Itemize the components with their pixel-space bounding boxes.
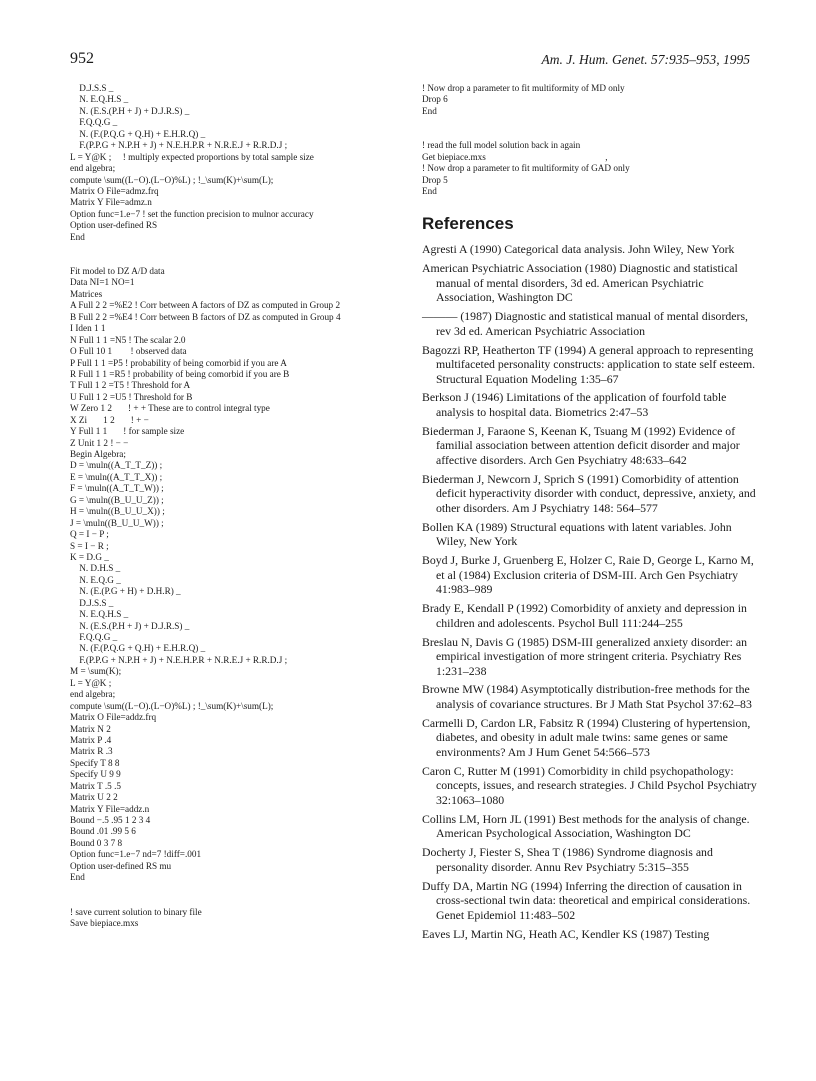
code-line: Matrix Y File=addz.n [70, 803, 150, 814]
code-line: D = \muln((A_T_T_Z)) ; [70, 460, 163, 471]
reference-entry: Collins LM, Horn JL (1991) Best methods for the analysis of change. American Psychological Association, Washington DC [422, 811, 750, 841]
code-line: F.Q.Q.G _ [70, 632, 118, 642]
code-line: F = \muln((A_T_T_W)) ; [70, 483, 164, 494]
code-line [70, 895, 410, 906]
code-line: End [70, 872, 85, 883]
code-line: N. D.H.S _ [70, 563, 121, 574]
code-line: U Full 1 2 =U5 ! Threshold for B [70, 391, 193, 402]
code-line: Option user-defined RS mu [70, 860, 172, 871]
code-line: Z Unit 1 2 ! − − [70, 437, 129, 448]
reference-entry: Boyd J, Burke J, Gruenberg E, Holzer C, Raie D, George L, Karno M, et al (1984) Exclusion criteria of DSM-III. Arch Gen Psychiatry 41:983–989 [422, 553, 754, 597]
reference-entry: Browne MW (1984) Asymptotically distribution-free methods for the analysis of covariance structures. Br J Math Stat Psychol 37:62–83 [422, 682, 752, 712]
code-line: R Full 1 1 =R5 ! probability of being comorbid if you are B [70, 368, 290, 379]
code-line: L = Y@K ; ! multiply expected proportions by total sample size [70, 151, 314, 162]
code-line: Option user-defined RS [70, 220, 158, 231]
code-line: Matrix P .4 [70, 734, 112, 745]
reference-entry: Eaves LJ, Martin NG, Heath AC, Kendler KS (1987) Testing [422, 926, 710, 941]
code-line: Matrix T .5 .5 [70, 780, 121, 791]
code-line: N Full 1 1 =N5 ! The scalar 2.0 [70, 334, 186, 345]
reference-entry: Docherty J, Fiester S, Shea T (1986) Syndrome diagnosis and personality disorder. Annu Rev Psychiatry 5:315–355 [422, 845, 713, 874]
mx-script-listing [70, 83, 410, 929]
code-line: F.(P.P.G + N.P.H + J) + N.E.H.P.R + N.R.E.J + R.R.D.J ; [70, 140, 288, 151]
journal-citation: Am. J. Hum. Genet. 57:935–953, 1995 [541, 52, 750, 67]
code-line [422, 129, 762, 140]
code-line: Bound −.5 .95 1 2 3 4 [70, 815, 151, 825]
reference-entry: Agresti A (1990) Categorical data analysis. John Wiley, New York [422, 242, 735, 257]
code-line [70, 884, 410, 895]
reference-entry: Biederman J, Faraone S, Keenan K, Tsuang M (1992) Evidence of familial association between attention deficit disorder and major affective disorders. Arch Gen Psychiatry 48:633–642 [422, 423, 740, 468]
right-column [422, 83, 762, 945]
code-line: F.Q.Q.G _ [70, 117, 118, 128]
code-line: Specify T 8 8 [70, 757, 120, 768]
code-line: N. E.Q.G _ [70, 574, 121, 585]
reference-entry: ——— (1987) Diagnostic and statistical manual of mental disorders, rev 3d ed. American Psychiatric Association [422, 309, 748, 338]
code-line: end algebra; [70, 689, 116, 700]
code-line: N. (E.(P.G + H) + D.H.R) _ [70, 586, 181, 597]
code-line: E = \muln((A_T_T_X)) ; [70, 471, 163, 482]
page-header [0, 50, 816, 74]
code-line: Matrix O File=admz.frq [70, 185, 159, 196]
code-line: P Full 1 1 =P5 ! probability of being comorbid if you are A [70, 357, 287, 368]
reference-entry: Carmelli D, Cardon LR, Fabsitz R (1994) Clustering of hypertension, diabetes, and obesity in adult male twins: same genes or same environments? Am J Hum Genet 54:566–573 [422, 715, 751, 760]
code-line: compute \sum((L−O).(L−O)%L) ; !_\sum(K)+\sum(L); [70, 174, 274, 185]
code-line: Q = I − P ; [70, 529, 109, 540]
reference-entry: Breslau N, Davis G (1985) DSM-III generalized anxiety disorder: an empirical investigation of more stringent criteria. Psychiatry Res 1:231–238 [422, 634, 747, 678]
code-line: O Full 10 1 ! observed data [70, 346, 187, 357]
code-line: Option func=1.e−7 ! set the function precision to mulnor accuracy [70, 208, 314, 219]
reference-entry: Bagozzi RP, Heatherton TF (1994) A general approach to representing multifaceted personality constructs: application to state self esteem. Structural Equation Modeling 1:35–67 [422, 342, 756, 386]
code-line: End [422, 185, 437, 196]
code-line: compute \sum((L−O).(L−O)%L) ; !_\sum(K)+\sum(L); [70, 700, 274, 711]
code-line: Y Full 1 1 ! for sample size [70, 426, 185, 437]
code-line: W Zero 1 2 ! + + These are to control integral type [70, 403, 270, 414]
mx-script-continuation [422, 83, 762, 197]
code-line: Specify U 9 9 [70, 769, 121, 780]
reference-entry: Brady E, Kendall P (1992) Comorbidity of anxiety and depression in children and adolescents. Psychol Bull 111:244–255 [422, 601, 747, 630]
code-line: End [70, 231, 85, 242]
code-line: Matrix U 2 2 [70, 792, 118, 803]
code-line: H = \muln((B_U_U_X)) ; [70, 506, 165, 517]
code-line: K = D.G _ [70, 551, 109, 562]
code-line: Bound .01 .99 5 6 [70, 826, 136, 837]
code-line: X Zi 1 2 ! + − [70, 414, 149, 425]
code-line: Bound 0 3 7 8 [70, 837, 123, 848]
reference-entry: Duffy DA, Martin NG (1994) Inferring the direction of causation in cross-sectional twin data: theoretical and empirical considerations. Genet Epidemiol 11:483–502 [422, 878, 751, 922]
code-line: I Iden 1 1 [70, 323, 106, 334]
code-line: Matrix Y File=admz.n [70, 197, 152, 208]
reference-entry: Caron C, Rutter M (1991) Comorbidity in child psychopathology: concepts, issues, and research strategies. J Child Psychol Psychiatry 32:1063–1080 [422, 763, 757, 807]
code-line [70, 255, 410, 266]
reference-entry: American Psychiatric Association (1980) Diagnostic and statistical manual of mental disorders, 3d ed. American Psychiatric Association, Washington DC [422, 261, 738, 305]
code-line: N. E.Q.H.S _ [70, 609, 129, 620]
code-line: M = \sum(K); [70, 666, 122, 677]
code-line: Matrix O File=addz.frq [70, 712, 157, 723]
code-line: N. (E.S.(P.H + J) + D.J.R.S) _ [70, 620, 190, 631]
code-line: J = \muln((B_U_U_W)) ; [70, 517, 164, 528]
reference-entry: Bollen KA (1989) Structural equations with latent variables. John Wiley, New York [422, 519, 732, 549]
code-line: D.J.S.S _ [70, 597, 114, 608]
references-heading: References [422, 214, 514, 234]
code-line: F.(P.P.G + N.P.H + J) + N.E.H.P.R + N.R.E.J + R.R.D.J ; [70, 654, 288, 665]
page-number: 952 [70, 50, 94, 67]
left-column [70, 83, 410, 929]
code-line: A Full 2 2 =%E2 ! Corr between A factors of DZ as computed in Group 2 [70, 300, 341, 311]
code-line: Get biepiace.mxs , [422, 151, 608, 162]
code-line: end algebra; [70, 163, 116, 174]
code-line: Matrix R .3 [70, 746, 113, 757]
code-line: Matrices [70, 288, 103, 299]
code-line: N. (F.(P.Q.G + Q.H) + E.H.R.Q) _ [70, 128, 206, 139]
code-line: ! Now drop a parameter to fit multiformity of GAD only [422, 163, 630, 174]
code-line: Drop 6 [422, 94, 448, 105]
code-line: Matrix N 2 [70, 723, 111, 734]
code-line: N. E.Q.H.S _ [70, 94, 129, 105]
code-line: N. (F.(P.Q.G + Q.H) + E.H.R.Q) _ [70, 643, 206, 654]
reference-entry: Biederman J, Newcorn J, Sprich S (1991) Comorbidity of attention deficit hyperactivity disorder with conduct, depressive, anxiety, and other disorders. Am J Psychiatry 148: 564–577 [422, 471, 756, 515]
code-line: End [422, 105, 437, 116]
code-line: ! save current solution to binary file [70, 906, 202, 917]
code-line: Option func=1.e−7 nd=7 !diff=.001 [70, 849, 202, 860]
code-line [70, 243, 410, 254]
code-line: Drop 5 [422, 174, 448, 185]
code-line: Fit model to DZ A/D data [70, 266, 165, 276]
code-line: Save biepiace.mxs [70, 917, 139, 928]
code-line: B Full 2 2 =%E4 ! Corr between B factors of DZ as computed in Group 4 [70, 311, 341, 322]
code-line: D.J.S.S _ [70, 83, 114, 93]
code-line: Begin Algebra; [70, 449, 126, 459]
code-line: T Full 1 2 =T5 ! Threshold for A [70, 380, 191, 391]
code-line: N. (E.S.(P.H + J) + D.J.R.S) _ [70, 105, 190, 116]
reference-list [422, 242, 762, 941]
code-line: S = I − R ; [70, 540, 109, 551]
code-line: ! Now drop a parameter to fit multiformity of MD only [422, 83, 625, 93]
code-line: ! read the full model solution back in again [422, 140, 581, 151]
code-line [422, 117, 762, 128]
code-line: Data NI=1 NO=1 [70, 277, 135, 288]
code-line: L = Y@K ; [70, 677, 112, 688]
reference-entry: Berkson J (1946) Limitations of the application of fourfold table analysis to hospital data. Biometrics 2:47–53 [422, 390, 727, 420]
code-line: G = \muln((B_U_U_Z)) ; [70, 494, 164, 505]
